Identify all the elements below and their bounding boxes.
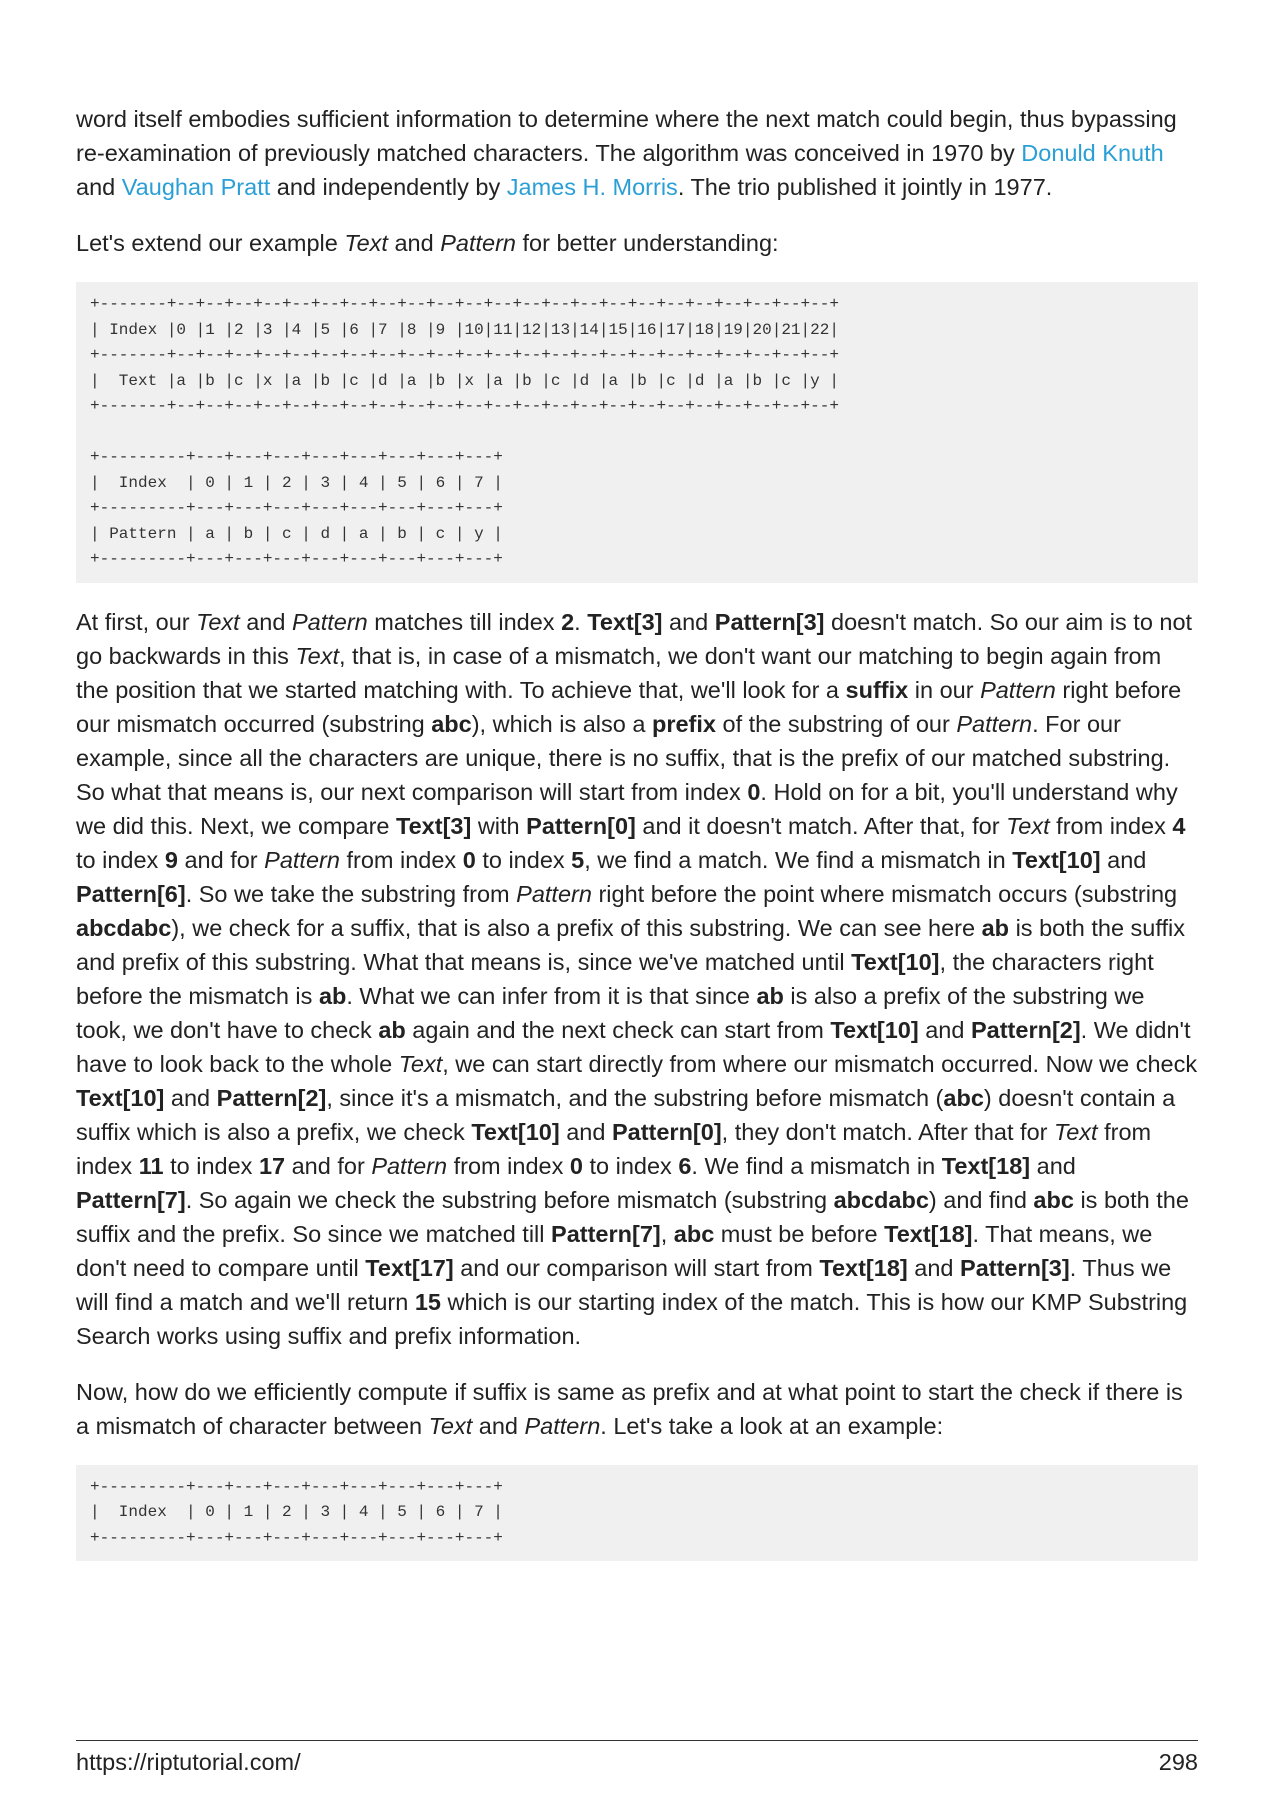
code-block-text-pattern bbox=[76, 282, 1198, 583]
text: , the characters right before the mismatch is bbox=[76, 948, 1154, 1009]
italic-text: Pattern bbox=[291, 608, 368, 635]
text: . So we take the substring from bbox=[185, 880, 517, 907]
text: from index bbox=[1049, 812, 1173, 839]
text: ), we check for a suffix, that is also a prefix of this substring. We can see here bbox=[171, 914, 982, 941]
text: and bbox=[387, 230, 441, 256]
italic-text: Pattern bbox=[956, 710, 1033, 737]
text: and bbox=[239, 608, 292, 635]
text: . That means, we don't need to compare until bbox=[76, 1220, 1153, 1281]
bold-text: 9 bbox=[164, 846, 178, 873]
bold-text: Text[10] bbox=[851, 948, 940, 975]
text: from index bbox=[447, 1152, 570, 1179]
italic-text: Pattern bbox=[264, 846, 340, 873]
page-number: 298 bbox=[1158, 1749, 1198, 1775]
italic-text: Text bbox=[1054, 1118, 1098, 1145]
bold-text: Text[10] bbox=[830, 1016, 919, 1043]
code-line: | Index | 0 | 1 | 2 | 3 | 4 | 5 | 6 | 7 | bbox=[90, 1503, 503, 1521]
text: doesn't match. So our aim is to not go backwards in this bbox=[76, 608, 1193, 669]
text: to index bbox=[163, 1152, 259, 1179]
bold-text: Text[18] bbox=[884, 1220, 973, 1247]
bold-text: Text[10] bbox=[76, 1084, 165, 1111]
bold-text: Pattern[2] bbox=[216, 1084, 327, 1111]
text: , bbox=[660, 1220, 674, 1247]
code-line: +---------+---+---+---+---+---+---+---+---+ bbox=[90, 448, 503, 466]
code-line: | Text |a |b |c |x |a |b |c |d |a |b |x |a |b |c |d |a |b |c |d |a |b |c |y | bbox=[90, 371, 839, 390]
bold-text: Pattern[2] bbox=[970, 1016, 1081, 1043]
page-footer bbox=[76, 1740, 1198, 1777]
bold-text: ab bbox=[981, 914, 1010, 941]
text: At first, our bbox=[76, 608, 197, 635]
bold-text: abcdabc bbox=[76, 914, 172, 941]
text: is both the suffix and the prefix. So since we matched till bbox=[76, 1186, 1189, 1247]
code-line: +-------+--+--+--+--+--+--+--+--+--+--+--+--+--+--+--+--+--+--+--+--+--+--+--+ bbox=[90, 295, 839, 313]
text: . We didn't have to look back to the whole bbox=[76, 1016, 1191, 1077]
code-line: +---------+---+---+---+---+---+---+---+---+ bbox=[90, 550, 503, 568]
code-line: +---------+---+---+---+---+---+---+---+---+ bbox=[90, 499, 503, 517]
code-gap bbox=[90, 420, 1184, 446]
italic-text: Text bbox=[398, 1050, 443, 1077]
text: and bbox=[918, 1016, 971, 1043]
text: and bbox=[164, 1084, 217, 1111]
text: and bbox=[1100, 846, 1147, 873]
bold-text: Text[10] bbox=[471, 1118, 560, 1145]
text: , we can start directly from where our mismatch occurred. Now we check bbox=[442, 1050, 1198, 1077]
text: to index bbox=[475, 846, 572, 873]
bold-text: 0 bbox=[569, 1152, 583, 1179]
bold-text: ab bbox=[378, 1016, 406, 1043]
text: , since it's a mismatch, and the substring before mismatch ( bbox=[326, 1084, 944, 1111]
text: . So again we check the substring before mismatch (substring bbox=[185, 1186, 834, 1213]
text: must be before bbox=[714, 1220, 885, 1247]
italic-text: Pattern bbox=[371, 1152, 448, 1179]
paragraph-compute-question bbox=[76, 1375, 1198, 1443]
text: and bbox=[907, 1254, 961, 1281]
italic-text: Text bbox=[196, 608, 240, 635]
text: and for bbox=[285, 1152, 372, 1179]
bold-text: ab bbox=[318, 982, 347, 1009]
text: and bbox=[1030, 1152, 1076, 1179]
text: to index bbox=[76, 846, 165, 873]
text: ), which is also a bbox=[471, 710, 652, 737]
bold-text: 0 bbox=[747, 778, 761, 805]
text: and independently by bbox=[270, 174, 507, 200]
bold-text: Text[3] bbox=[587, 608, 663, 635]
bold-text: suffix bbox=[845, 676, 909, 703]
italic-text: Text bbox=[344, 230, 388, 256]
footer-url: https://riptutorial.com/ bbox=[76, 1749, 301, 1775]
text: and bbox=[662, 608, 715, 635]
text: . For our example, since all the characters are unique, there is no suffix, that is the prefix of our matched substring. So what that means is, our next comparison will start from index bbox=[76, 710, 1171, 805]
bold-text: Pattern[3] bbox=[714, 608, 825, 635]
bold-text: Pattern[0] bbox=[526, 812, 636, 839]
code-line: | Index |0 |1 |2 |3 |4 |5 |6 |7 |8 |9 |10|11|12|13|14|15|16|17|18|19|20|21|22| bbox=[90, 320, 839, 339]
bold-text: 17 bbox=[258, 1152, 286, 1179]
code-line: | Pattern | a | b | c | d | a | b | c | y | bbox=[90, 524, 503, 543]
text: and for bbox=[177, 846, 265, 873]
link-james-morris[interactable]: James H. Morris bbox=[506, 174, 678, 200]
text: is both the suffix and prefix of this substring. What that means is, since we've matched until bbox=[76, 914, 1185, 975]
text: is also a prefix of the substring we took, we don't have to check bbox=[76, 982, 1145, 1043]
code-line: | Index | 0 | 1 | 2 | 3 | 4 | 5 | 6 | 7 | bbox=[90, 473, 503, 492]
bold-text: Pattern[7] bbox=[76, 1186, 186, 1213]
text: and bbox=[472, 1412, 525, 1439]
paragraph-intro bbox=[76, 102, 1198, 204]
text: and it doesn't match. After that, for bbox=[635, 812, 1007, 839]
text: and bbox=[76, 174, 122, 200]
text: Let's extend our example bbox=[76, 230, 345, 256]
code-line: +-------+--+--+--+--+--+--+--+--+--+--+--+--+--+--+--+--+--+--+--+--+--+--+--+ bbox=[90, 346, 839, 364]
text: from index bbox=[76, 1118, 1152, 1179]
bold-text: Pattern[0] bbox=[611, 1118, 722, 1145]
text: and bbox=[559, 1118, 612, 1145]
bold-text: 6 bbox=[678, 1152, 692, 1179]
text: . Let's take a look at an example: bbox=[600, 1412, 944, 1439]
italic-text: Pattern bbox=[980, 676, 1056, 703]
text: from index bbox=[339, 846, 463, 873]
text: . What we can infer from it is that since bbox=[346, 982, 757, 1009]
text: in our bbox=[908, 676, 981, 703]
text: matches till index bbox=[367, 608, 562, 635]
bold-text: 5 bbox=[571, 846, 585, 873]
bold-text: ab bbox=[756, 982, 784, 1009]
text: ) and find bbox=[928, 1186, 1034, 1213]
code-line: +---------+---+---+---+---+---+---+---+---+ bbox=[90, 1477, 503, 1496]
paragraph-explanation bbox=[76, 605, 1198, 1353]
text: . Hold on for a bit, you'll understand why we did this. Next, we compare bbox=[76, 778, 1178, 839]
italic-text: Text bbox=[1006, 812, 1050, 839]
code-line: +-------+--+--+--+--+--+--+--+--+--+--+--+--+--+--+--+--+--+--+--+--+--+--+--+ bbox=[90, 397, 839, 415]
italic-text: Pattern bbox=[516, 880, 592, 907]
text: of the substring of our bbox=[715, 710, 957, 737]
text: Now, how do we efficiently compute if suffix is same as prefix and at what point to start the check if there is a mismatch of character between bbox=[76, 1378, 1183, 1439]
bold-text: Text[10] bbox=[1012, 846, 1101, 873]
bold-text: Text[18] bbox=[941, 1152, 1031, 1179]
text: right before our mismatch occurred (substring bbox=[76, 676, 1182, 737]
text: with bbox=[471, 812, 527, 839]
text: ) doesn't contain a suffix which is also a prefix, we check bbox=[76, 1084, 1176, 1145]
text: . We find a mismatch in bbox=[691, 1152, 942, 1179]
text: , that is, in case of a mismatch, we don't want our matching to begin again from the position that we started matching with. To achieve that, we'll look for a bbox=[76, 642, 1162, 703]
bold-text: prefix bbox=[651, 710, 716, 737]
text: again and the next check can start from bbox=[405, 1016, 831, 1043]
bold-text: abc bbox=[1033, 1186, 1074, 1213]
text: , they don't match. After that for bbox=[721, 1118, 1055, 1145]
italic-text: Text bbox=[295, 642, 339, 669]
text: . bbox=[574, 608, 588, 635]
text: . Thus we will find a match and we'll return bbox=[76, 1254, 1172, 1315]
text: and our comparison will start from bbox=[453, 1254, 820, 1281]
bold-text: Text[18] bbox=[819, 1254, 908, 1281]
paragraph-extend-example bbox=[76, 226, 1198, 260]
link-vaughan-pratt[interactable]: Vaughan Pratt bbox=[121, 174, 271, 200]
text: . The trio published it jointly in 1977. bbox=[677, 174, 1053, 200]
bold-text: 15 bbox=[414, 1288, 441, 1315]
bold-text: 0 bbox=[462, 846, 476, 873]
italic-text: Text bbox=[428, 1412, 473, 1439]
bold-text: Text[17] bbox=[365, 1254, 454, 1281]
italic-text: Pattern bbox=[440, 230, 516, 256]
bold-text: abc bbox=[431, 710, 472, 737]
italic-text: Pattern bbox=[524, 1412, 601, 1439]
text: word itself embodies sufficient information to determine where the next match could begin, thus bypassing re-examination of previously matched characters. The algorithm was conceived in 1970 by bbox=[76, 106, 1177, 166]
code-block-index bbox=[76, 1465, 1198, 1562]
bold-text: Pattern[7] bbox=[551, 1220, 661, 1247]
bold-text: Pattern[6] bbox=[76, 880, 186, 907]
bold-text: 2 bbox=[561, 608, 575, 635]
link-donuld-knuth[interactable]: Donuld Knuth bbox=[1021, 140, 1164, 166]
text: , we find a match. We find a mismatch in bbox=[584, 846, 1013, 873]
bold-text: abc bbox=[673, 1220, 715, 1247]
bold-text: Pattern[3] bbox=[960, 1254, 1070, 1281]
bold-text: 4 bbox=[1172, 812, 1186, 839]
text: for better understanding: bbox=[515, 230, 779, 256]
code-line: +---------+---+---+---+---+---+---+---+---+ bbox=[90, 1528, 503, 1547]
text: which is our starting index of the match. This is how our KMP Substring Search works using suffix and prefix information. bbox=[76, 1288, 1188, 1349]
text: right before the point where mismatch occurs (substring bbox=[591, 880, 1178, 907]
document-body bbox=[76, 102, 1198, 1583]
text: to index bbox=[582, 1152, 679, 1179]
bold-text: abc bbox=[943, 1084, 984, 1111]
bold-text: abcdabc bbox=[833, 1186, 929, 1213]
bold-text: 11 bbox=[138, 1152, 164, 1179]
bold-text: Text[3] bbox=[396, 812, 472, 839]
